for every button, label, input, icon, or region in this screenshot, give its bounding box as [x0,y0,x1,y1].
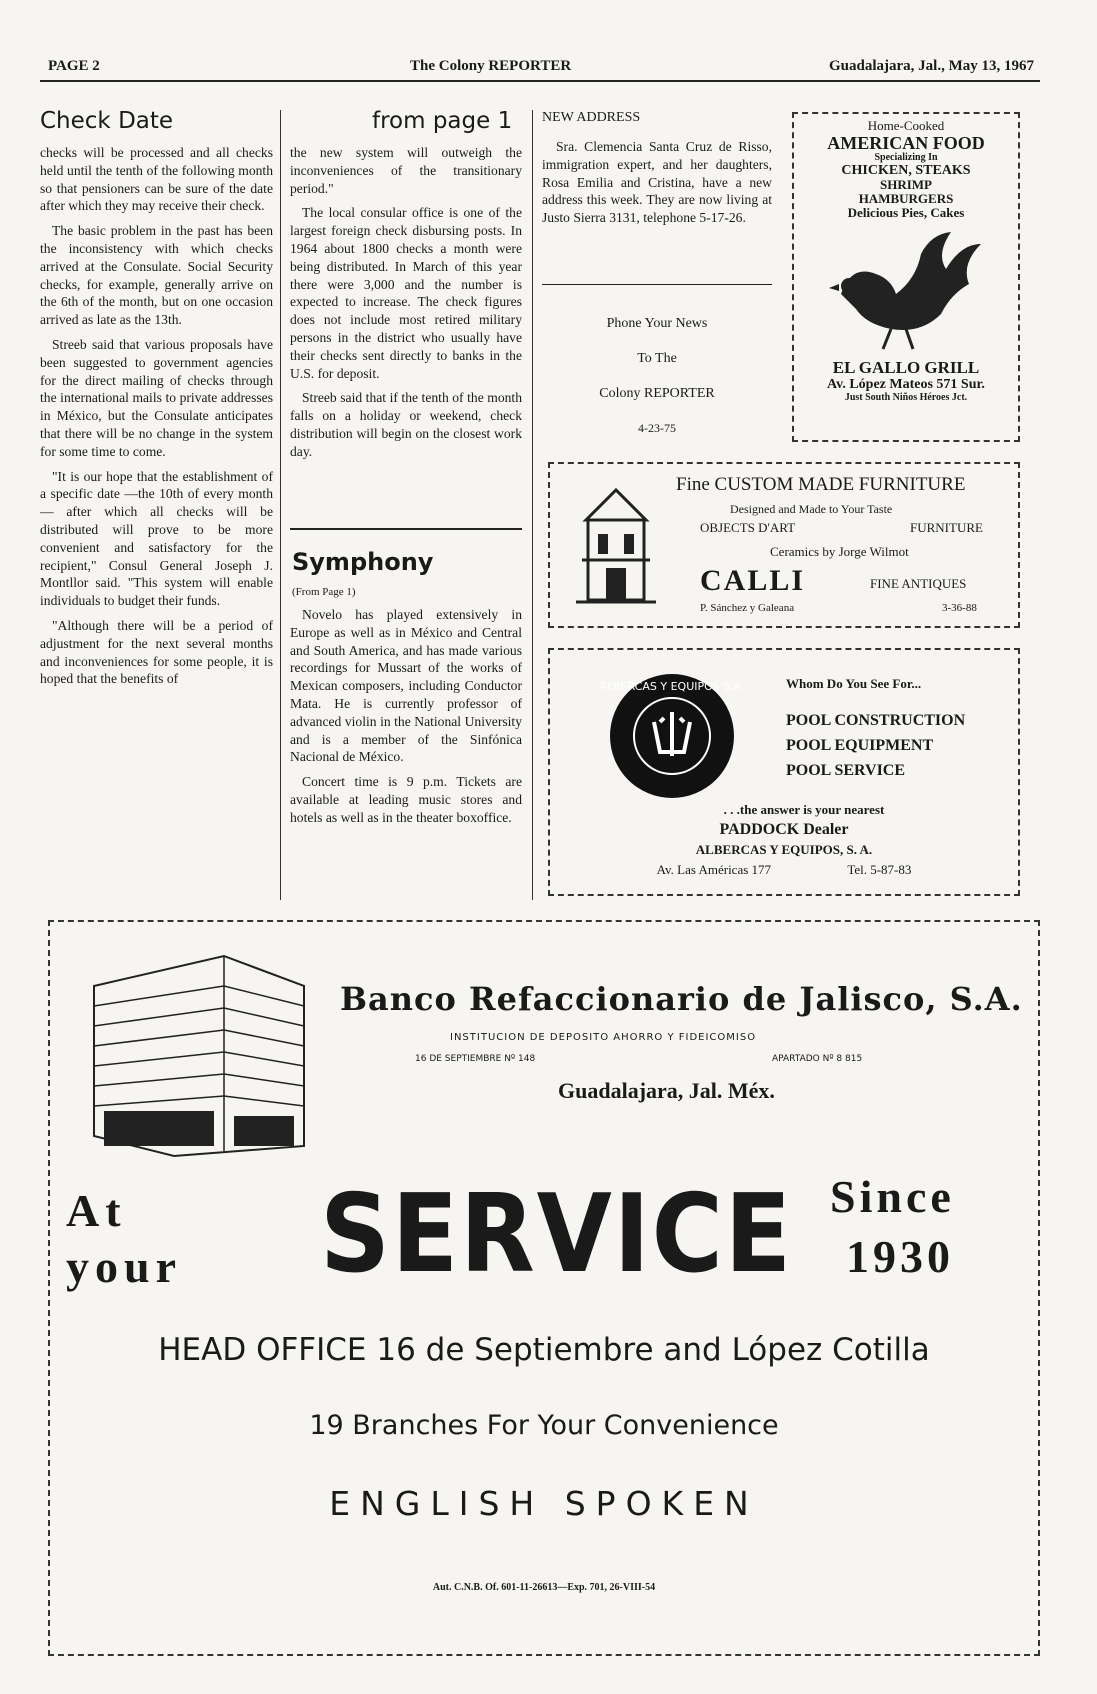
year-text: 1930 [846,1231,954,1282]
calli-address: P. Sánchez y Galeana [700,602,795,614]
paragraph: Streeb said that various proposals have been suggested to government agencies for the direct mailing of checks through the international mails to private addresses in México, but the Consulate anticipates that there will be no change in the system for some time to come. [40,336,273,459]
pool-whom: Whom Do You See For... [786,676,922,691]
service-text: SERVICE [320,1172,793,1297]
gallo-address2: Just South Niños Héroes Jct. [844,392,968,403]
authorization: Aut. C.N.B. Of. 601-11-26613—Exp. 701, 26-VIII-54 [432,1582,656,1593]
rooster-icon [821,224,991,354]
pool-service-2: POOL EQUIPMENT [786,737,934,754]
check-date-headline: Check Date [40,108,174,134]
bank-address: 16 DE SEPTIEMBRE Nº 148 [415,1054,536,1064]
bank-building-icon [74,946,314,1166]
since-text: Since [830,1171,955,1222]
pool-footer [550,800,1018,880]
gallo-line4: CHICKEN, STEAKS [841,163,971,178]
phone-news-line3: Colony REPORTER [599,386,715,401]
divider [542,284,772,285]
symphony-body [290,606,522,834]
paragraph: Concert time is 9 p.m. Tickets are available at leading music stores and hotels as well as in the theater boxoffice. [290,774,522,825]
bank-name: Banco Refaccionario de Jalisco, S.A. [340,980,1023,1018]
calli-furniture: FURNITURE [910,520,983,535]
paragraph: The local consular office is one of the largest foreign check disbursing posts. In 1964 about 1800 checks a month were being distributed. In March of this year there were 3,000 and the number is expected to increase. The check figures does not include most retired military persons in the district who usually have their checks sent directly to banks in the U.S. for deposit. [290,205,522,381]
branches: 19 Branches For Your Convenience [309,1410,779,1441]
pool-address-line [550,860,1018,880]
gallo-line6: HAMBURGERS [858,191,954,206]
calli-ceramics: Ceramics by Jorge Wilmot [770,544,909,559]
pool-answer: . . .the answer is your nearest [723,802,885,817]
gallo-line1: Home-Cooked [867,118,945,133]
banco-ad [48,920,1040,1656]
your-text: your [66,1241,182,1292]
bank-sub: INSTITUCION DE DEPOSITO AHORRO Y FIDEICOMISO [450,1032,757,1043]
divider [290,528,522,530]
gallo-line3: Specializing In [874,152,938,163]
dateline: Guadalajara, Jal., May 13, 1967 [829,58,1034,74]
pool-company: ALBERCAS Y EQUIPOS, S. A. [695,842,873,857]
paragraph: Streeb said that if the tenth of the month falls on a holiday or weekend, check distribution will begin on the closest work day. [290,390,522,459]
bank-city: Guadalajara, Jal. Méx. [558,1078,775,1103]
new-address-headline: NEW ADDRESS [542,110,641,125]
pool-dealer: PADDOCK Dealer [719,821,849,838]
pool-tel: Tel. 5-87-83 [847,862,912,877]
symphony-headline: Symphony [292,548,434,576]
pool-service-1: POOL CONSTRUCTION [786,712,966,729]
gallo-name: EL GALLO GRILL [832,358,980,377]
paragraph: the new system will outweigh the inconveniences of the transitionary period." [290,145,522,196]
paragraph: The basic problem in the past has been the inconsistency with which checks arrived at the Consulate. Social Security checks, for example, generally arrive on the 6th of the month, but on one occasion arrived as late as the 13th. [40,223,273,328]
calli-ad [548,462,1020,628]
at-text: At [66,1185,127,1236]
check-date-col1 [40,144,273,695]
pool-services [786,708,965,783]
calli-name: CALLI [700,564,806,597]
symphony-from: (From Page 1) [292,586,356,598]
bank-apartado: APARTADO Nº 8 815 [772,1054,863,1064]
phone-news-line1: Phone Your News [606,316,708,331]
pool-service-3: POOL SERVICE [786,762,906,779]
masthead [40,54,1040,82]
calli-line1: Fine CUSTOM MADE FURNITURE [676,474,966,495]
building-icon [576,480,656,610]
head-office: HEAD OFFICE 16 de Septiembre and López Cotilla [158,1332,930,1368]
column-rule [280,110,281,900]
paper-title: The Colony REPORTER [410,58,572,74]
phone-news-box [542,306,772,446]
logo-text: ALBERCAS Y EQUIPOS S.A. [599,680,745,693]
pool-ad [548,648,1020,896]
paragraph: Novelo has played extensively in Europe as well as in México and Central and South America, and has made various recordings for Mussart of the works of Mexican composers, including Conductor Mata. He is currently professor of advanced violin in the National University and is a member of the Sinfónica Nacional de México. [290,607,522,765]
calli-phone: 3-36-88 [942,602,977,614]
pool-address: Av. Las Américas 177 [656,862,772,877]
phone-news-number: 4-23-75 [638,421,676,435]
from-page-1: from page 1 [372,108,513,134]
page-number: PAGE 2 [48,58,100,74]
english-spoken: ENGLISH SPOKEN [329,1484,759,1523]
paragraph: checks will be processed and all checks held until the tenth of the following month so that pensioners can be sure of the date after which they may receive their check. [40,145,273,214]
phone-news-line2: To The [637,351,677,366]
gallo-line2: AMERICAN FOOD [827,133,985,153]
calli-line2: Designed and Made to Your Taste [730,502,893,516]
paragraph: "Although there will be a period of adjustment for the next several months and inconveniences for some people, it is hoped that the benefits of [40,617,273,687]
el-gallo-grill-ad [792,112,1020,442]
gallo-line5: SHRIMP [880,177,932,192]
albercas-logo-icon [599,672,745,800]
paragraph: "It is our hope that the establishment of a specific date —the 10th of every month— after which all checks will be distributed will prove to be more convenient and satisfactory for the recipient," Consul General Joseph J. Montllor said. "This system will enable individuals to budget their funds. [40,468,273,609]
new-address-body: Sra. Clemencia Santa Cruz de Risso, immigration expert, and her daughters, Rosa Emilia and Cristina, have a new address this week. They are now living at Justo Sierra 3131, telephone 5-17-26. [542,139,772,226]
calli-antiques: FINE ANTIQUES [870,576,967,591]
gallo-line7: Delicious Pies, Cakes [847,205,965,220]
check-date-col2 [290,144,522,468]
calli-objects: OBJECTS D'ART [700,520,796,535]
gallo-address: Av. López Mateos 571 Sur. [827,377,985,392]
column-rule [532,110,533,900]
